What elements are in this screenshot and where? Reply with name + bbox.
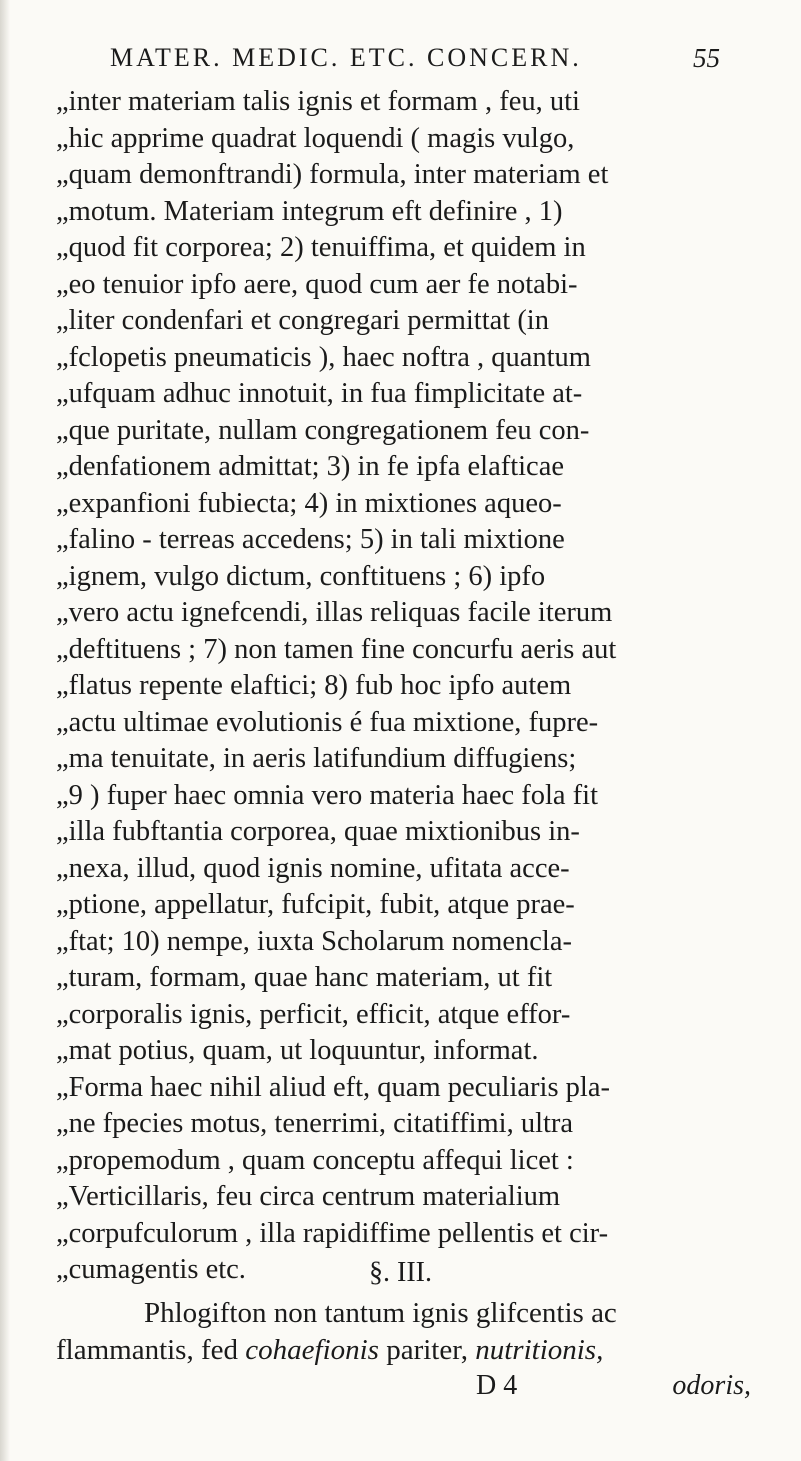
text-line: „Verticillaris, feu circa centrum materialium: [56, 1181, 561, 1212]
text-line: „denfationem admittat; 3) in fe ipfa elafticae: [56, 451, 565, 482]
text-line: „expanfioni fubiecta; 4) in mixtiones aqueo-: [56, 487, 562, 519]
signature-mark: D 4: [476, 1370, 518, 1401]
text-line: „Forma haec nihil aliud eft, quam peculiaris pla-: [56, 1071, 610, 1103]
binding-shadow: [0, 0, 10, 1461]
text-line: „nexa, illud, quod ignis nomine, ufitata acce-: [56, 852, 570, 884]
text-line: „vero actu ignefcendi, illas reliquas facile iterum: [56, 597, 613, 628]
catchword: odoris,: [672, 1370, 751, 1401]
text-line: „flatus repente elaftici; 8) fub hoc ipfo autem: [56, 670, 572, 701]
text-line: „que puritate, nullam congregationem feu con-: [56, 414, 590, 446]
text-line: [56, 1332, 771, 1369]
text-line: „eo tenuior ipfo aere, quod cum aer fe notabi-: [56, 268, 578, 300]
text-line: „corpufculorum , illa rapidiffime pellentis et cir-: [56, 1217, 609, 1249]
text-line: „propemodum , quam conceptu affequi licet :: [56, 1144, 574, 1176]
running-title: MATER. MEDIC. ETC. CONCERN.: [110, 43, 582, 72]
text-line: „mat potius, quam, ut loquuntur, informat.: [56, 1035, 539, 1066]
text-line: „ignem, vulgo dictum, conftituens ; 6) ipfo: [56, 560, 546, 592]
text-line: „hic apprime quadrat loquendi ( magis vulgo,: [56, 122, 575, 154]
text-line: „motum. Materiam integrum eft definire , 1): [56, 195, 563, 227]
text-line: „turam, formam, quae hanc materiam, ut fit: [56, 962, 553, 993]
section-paragraph: [56, 1295, 771, 1404]
text-line: „quod fit corporea; 2) tenuiffima, et quidem in: [56, 232, 586, 263]
italic-term: nutritionis,: [475, 1333, 604, 1366]
text-line: „corporalis ignis, perficit, efficit, atque effor-: [56, 998, 571, 1030]
page-number: 55: [693, 43, 720, 73]
text-line: „actu ultimae evolutionis é fua mixtione, fupre-: [56, 706, 599, 738]
text-line: „cumagentis etc.: [56, 1254, 246, 1285]
text-line: „ptione, appellatur, fufcipit, fubit, atque prae-: [56, 889, 575, 920]
text-line: „9 ) fuper haec omnia vero materia haec fola fit: [56, 779, 599, 811]
text-line: „illa fubftantia corporea, quae mixtionibus in-: [56, 816, 580, 847]
text-line: „quam demonftrandi) formula, inter materiam et: [56, 159, 609, 190]
text-line: „ne fpecies motus, tenerrimi, citatiffimi, ultra: [56, 1108, 574, 1139]
text-line: „liter condenfari et congregari permittat (in: [56, 305, 549, 336]
text-line: „fclopetis pneumaticis ), haec noftra , quantum: [56, 341, 591, 373]
quoted-passage: [56, 84, 771, 1289]
text-line: „inter materiam talis ignis et formam , feu, uti: [56, 86, 580, 117]
running-head: [110, 40, 720, 80]
text-line: „ma tenuitate, in aeris latifundium diffugiens;: [56, 743, 577, 774]
footer-row: [56, 1368, 771, 1404]
text-line: „deftituens ; 7) non tamen fine concurfu aeris aut: [56, 633, 617, 665]
text-line: „ufquam adhuc innotuit, in fua fimplicitate at-: [56, 378, 583, 409]
text-run: pariter,: [378, 1333, 476, 1366]
italic-term: cohaefionis: [245, 1333, 379, 1366]
text-run: flammantis, fed: [56, 1333, 246, 1366]
text-line: „ftat; 10) nempe, iuxta Scholarum nomencla-: [56, 925, 572, 957]
text-line: Phlogifton non tantum ignis glifcentis ac: [144, 1297, 617, 1329]
text-line: „falino - terreas accedens; 5) in tali mixtione: [56, 524, 565, 555]
section-heading: §. III.: [369, 1257, 432, 1288]
